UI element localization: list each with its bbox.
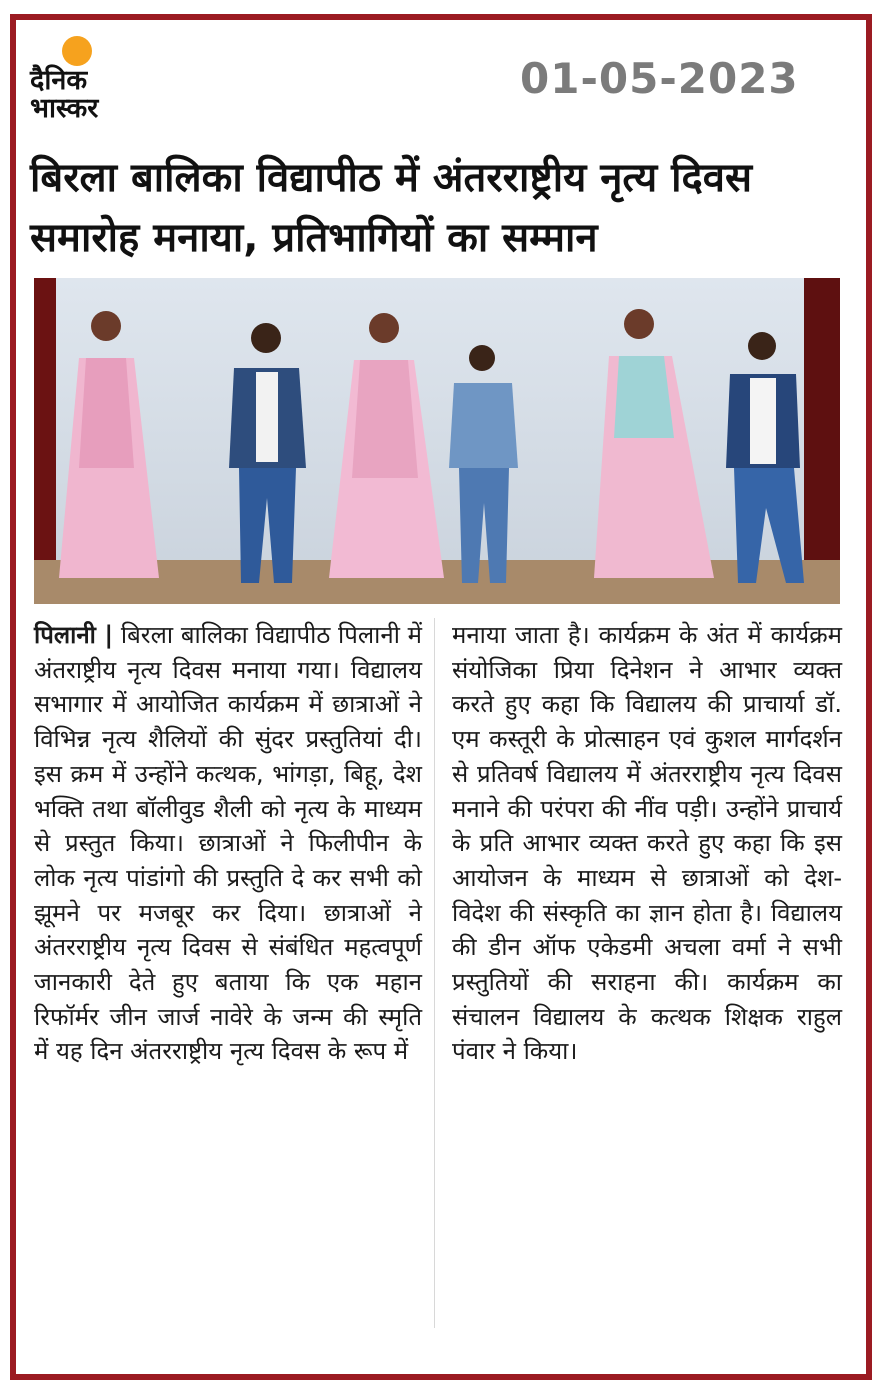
headline: बिरला बालिका विद्यापीठ में अंतरराष्ट्रीय नृत्य दिवस समारोह मनाया, प्रतिभागियों का सम्मान [30,155,752,261]
article-column-2 [452,618,842,1069]
article-text-1: बिरला बालिका विद्यापीठ पिलानी में अंतराष्ट्रीय नृत्य दिवस मनाया गया। विद्यालय सभागार में आयोजित कार्यक्रम में छात्राओं ने विभिन्न नृत्य शैलियों की सुंदर प्रस्तुतियां दी। इस क्रम में उन्होंने कत्थक, भांगड़ा, बिहू, देश भक्ति तथा बॉलीवुड शैली को नृत्य के माध्यम से प्रस्तुत किया। छात्राओं ने फिलीपीन के लोक नृत्य पांडांगो की प्रस्तुति दे कर सभी को झूमने पर मजबूर कर दिया। छात्राओं ने अंतरराष्ट्रीय नृत्य दिवस से संबंधित महत्वपूर्ण जानकारी देते हुए बताया कि एक महान रिफॉर्मर जीन जार्ज नावेरे के जन्म की स्मृति में यह दिन अंतरराष्ट्रीय नृत्य दिवस के रूप में [34,621,422,1066]
article-text-2: मनाया जाता है। कार्यक्रम के अंत में कार्यक्रम संयोजिका प्रिया दिनेशन ने आभार व्यक्त करते हुए कहा कि विद्यालय की प्राचार्या डॉ. एम कस्तूरी के प्रोत्साहन एवं कुशल मार्गदर्शन से प्रतिवर्ष विद्यालय में अंतरराष्ट्रीय नृत्य दिवस मनाने की परंपरा की नींव पड़ी। उन्होंने प्राचार्य के प्रति आभार व्यक्त करते हुए कहा कि इस आयोजन के माध्यम से छात्राओं को देश-विदेश की संस्कृति का ज्ञान होता है। विद्यालय की डीन ऑफ एकेडमी अचला वर्मा ने सभी प्रस्तुतियों की सराहना की। कार्यक्रम का संचालन विद्यालय के कत्थक शिक्षक राहुल पंवार ने किया। [452,621,842,1066]
dateline: पिलानी | [34,621,114,649]
event-photo [34,278,840,604]
publication-date: 01-05-2023 [520,54,799,103]
sun-icon [62,36,92,66]
column-divider [434,618,435,1328]
article-column-1 [34,618,422,1069]
logo-line-1: दैनिक [30,65,88,96]
logo-line-2: भास्कर [30,93,99,124]
newspaper-logo [22,22,140,142]
